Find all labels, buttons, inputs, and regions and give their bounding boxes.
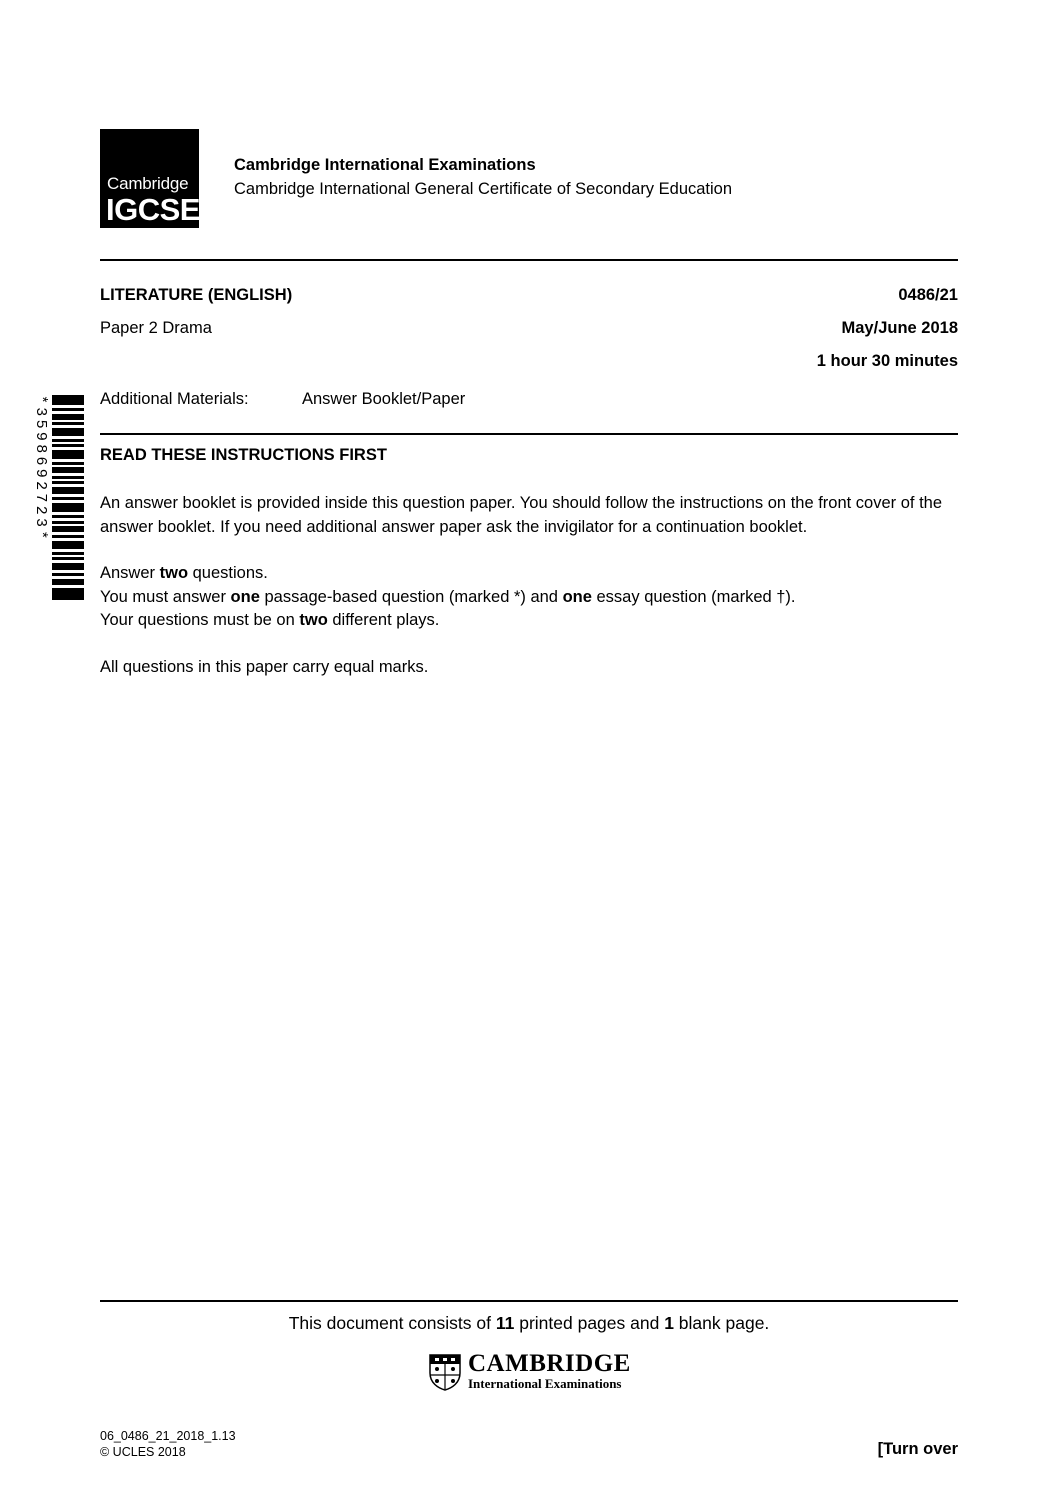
page-count-statement: This document consists of 11 printed pages and 1 blank page. <box>288 1313 770 1333</box>
subject-title: LITERATURE (ENGLISH) <box>100 286 293 304</box>
instructions-answer-block <box>100 562 960 633</box>
copyright-notice: © UCLES 2018 <box>100 1445 186 1459</box>
paper-title: Paper 2 Drama <box>100 319 212 337</box>
marks-note: All questions in this paper carry equal marks. <box>100 658 429 676</box>
cambridge-wordmark-subtitle: International Examinations <box>468 1376 622 1391</box>
materials-divider <box>100 433 958 435</box>
materials-value: Answer Booklet/Paper <box>302 390 466 408</box>
paper-code: 0486/21 <box>898 286 958 304</box>
exam-board: Cambridge International Examinations <box>234 156 536 174</box>
turn-over-label: [Turn over <box>877 1440 958 1458</box>
header-divider <box>100 259 958 261</box>
materials-label: Additional Materials: <box>100 390 249 408</box>
cambridge-wordmark: CAMBRIDGE <box>468 1350 631 1377</box>
logo-line-cambridge: Cambridge <box>107 174 189 193</box>
instructions-heading: READ THESE INSTRUCTIONS FIRST <box>100 446 387 464</box>
instructions-booklet-paragraph: An answer booklet is provided inside this question paper. You should follow the instructions on the front cover of the answer booklet. If you need additional answer paper ask the invigilator for a continuation booklet. <box>100 494 943 536</box>
barcode-number: *3598692723* <box>32 395 49 543</box>
barcode-bars <box>52 395 84 600</box>
question-type-line: You must answer one passage-based question (marked *) and one essay question (marked †). <box>100 587 796 606</box>
answer-count-line: Answer two questions. <box>100 564 268 582</box>
exam-session: May/June 2018 <box>841 319 958 337</box>
exam-duration: 1 hour 30 minutes <box>816 352 958 370</box>
candidate-barcode <box>30 395 86 600</box>
cambridge-igcse-logo <box>100 129 199 228</box>
plays-line: Your questions must be on two different plays. <box>100 611 440 629</box>
cambridge-crest-icon <box>428 1353 462 1391</box>
qualification-title: Cambridge International General Certificate of Secondary Education <box>234 180 733 198</box>
logo-line-igcse: IGCSE <box>106 192 200 227</box>
footer-divider <box>100 1300 958 1302</box>
document-reference: 06_0486_21_2018_1.13 <box>100 1429 236 1443</box>
